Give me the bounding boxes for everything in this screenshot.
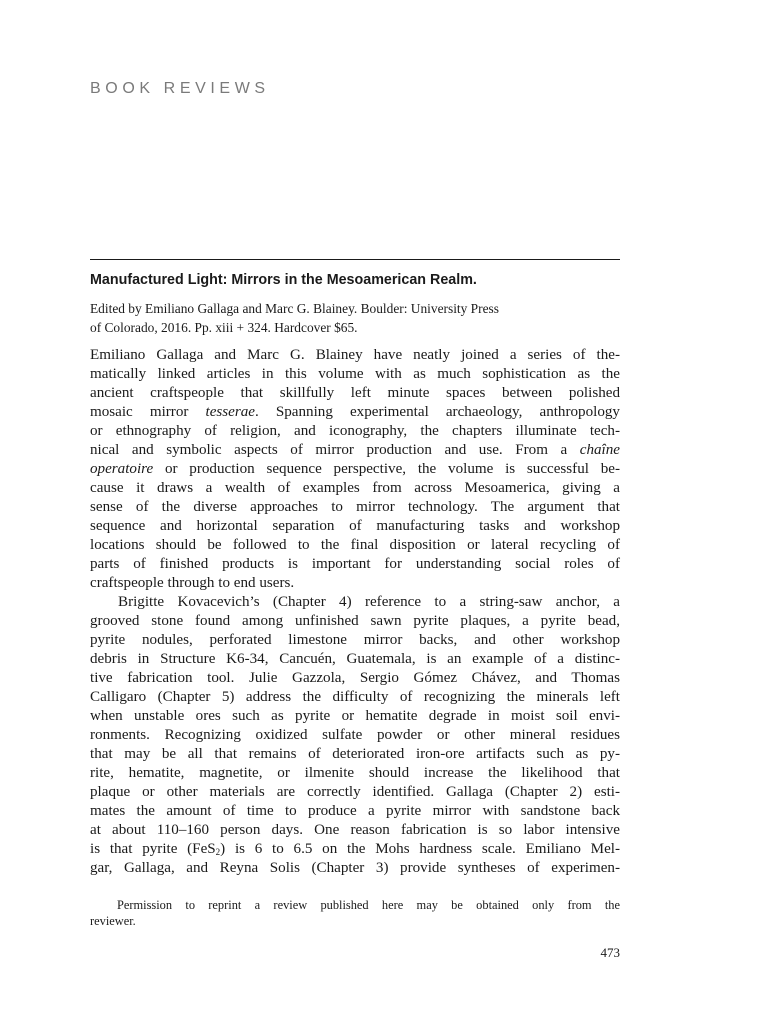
text-line: mates the amount of time to produce a pyrite mirror with sandstone back bbox=[90, 803, 620, 819]
text-line: Brigitte Kovacevich’s (Chapter 4) reference to a string-saw anchor, a bbox=[118, 594, 620, 610]
italic-term: chaîne bbox=[579, 442, 620, 458]
text-line bbox=[90, 840, 620, 859]
paragraph-1 bbox=[90, 346, 620, 593]
text-line: matically linked articles in this volume with as much sophistication as the bbox=[90, 366, 620, 382]
review-title: Manufactured Light: Mirrors in the Mesoamerican Realm. bbox=[90, 272, 477, 288]
page-number: 473 bbox=[600, 945, 620, 960]
footnote bbox=[90, 897, 620, 929]
text-run: or production sequence perspective, the volume is successful be- bbox=[153, 461, 620, 477]
text-line: ancient craftspeople that skillfully left minute spaces between polished bbox=[90, 385, 620, 401]
footnote-line: reviewer. bbox=[90, 914, 136, 928]
text-run: is that pyrite (FeS bbox=[90, 841, 216, 857]
text-line: Emiliano Gallaga and Marc G. Blainey have neatly joined a series of the- bbox=[90, 347, 620, 363]
text-line: ronments. Recognizing oxidized sulfate powder or other mineral residues bbox=[90, 727, 620, 743]
text-line: rite, hematite, magnetite, or ilmenite should increase the likelihood that bbox=[90, 765, 620, 781]
text-run: mosaic mirror bbox=[90, 404, 206, 420]
text-line bbox=[90, 441, 620, 460]
byline-line: Edited by Emiliano Gallaga and Marc G. Blainey. Boulder: University Press bbox=[90, 301, 499, 316]
review-byline bbox=[90, 299, 630, 337]
section-header: BOOK REVIEWS bbox=[90, 80, 270, 97]
text-line: that may be all that remains of deteriorated iron-ore artifacts such as py- bbox=[90, 746, 620, 762]
text-line: gar, Gallaga, and Reyna Solis (Chapter 3) provide syntheses of experimen- bbox=[90, 860, 620, 876]
text-line bbox=[90, 403, 620, 422]
text-line: sequence and horizontal separation of manufacturing tasks and workshop bbox=[90, 518, 620, 534]
text-line: grooved stone found among unfinished sawn pyrite plaques, a pyrite bead, bbox=[90, 613, 620, 629]
title-rule bbox=[90, 259, 620, 260]
text-run: nical and symbolic aspects of mirror production and use. From a bbox=[90, 442, 580, 458]
text-line: Calligaro (Chapter 5) address the difficulty of recognizing the minerals left bbox=[90, 689, 620, 705]
footnote-line: Permission to reprint a review published here may be obtained only from the bbox=[117, 898, 620, 912]
text-line: craftspeople through to end users. bbox=[90, 575, 295, 591]
text-line: tive fabrication tool. Julie Gazzola, Sergio Gómez Chávez, and Thomas bbox=[90, 670, 620, 686]
byline-line: of Colorado, 2016. Pp. xiii + 324. Hardcover $65. bbox=[90, 320, 358, 335]
italic-term: tesserae bbox=[205, 404, 255, 420]
text-line: locations should be followed to the final disposition or lateral recycling of bbox=[90, 537, 620, 553]
text-run: ) is 6 to 6.5 on the Mohs hardness scale. Emiliano Mel- bbox=[220, 841, 620, 857]
text-line: debris in Structure K6-34, Cancuén, Guatemala, is an example of a distinc- bbox=[90, 651, 620, 667]
text-line: when unstable ores such as pyrite or hematite degrade in moist soil envi- bbox=[90, 708, 620, 724]
paragraph-2 bbox=[90, 593, 620, 878]
text-line: at about 110–160 person days. One reason fabrication is so labor intensive bbox=[90, 822, 620, 838]
italic-term: operatoire bbox=[90, 461, 154, 477]
review-body bbox=[90, 346, 620, 878]
subscript: 2 bbox=[215, 847, 221, 857]
text-line: plaque or other materials are correctly identified. Gallaga (Chapter 2) esti- bbox=[90, 784, 620, 800]
text-line: pyrite nodules, perforated limestone mirror backs, and other workshop bbox=[90, 632, 620, 648]
text-line: cause it draws a wealth of examples from across Mesoamerica, giving a bbox=[90, 480, 620, 496]
text-line: or ethnography of religion, and iconography, the chapters illuminate tech- bbox=[90, 423, 620, 439]
text-run: . Spanning experimental archaeology, anthropology bbox=[254, 404, 620, 420]
text-line: sense of the diverse approaches to mirror technology. The argument that bbox=[90, 499, 620, 515]
text-line bbox=[90, 460, 620, 479]
text-line: parts of finished products is important for understanding social roles of bbox=[90, 556, 620, 572]
